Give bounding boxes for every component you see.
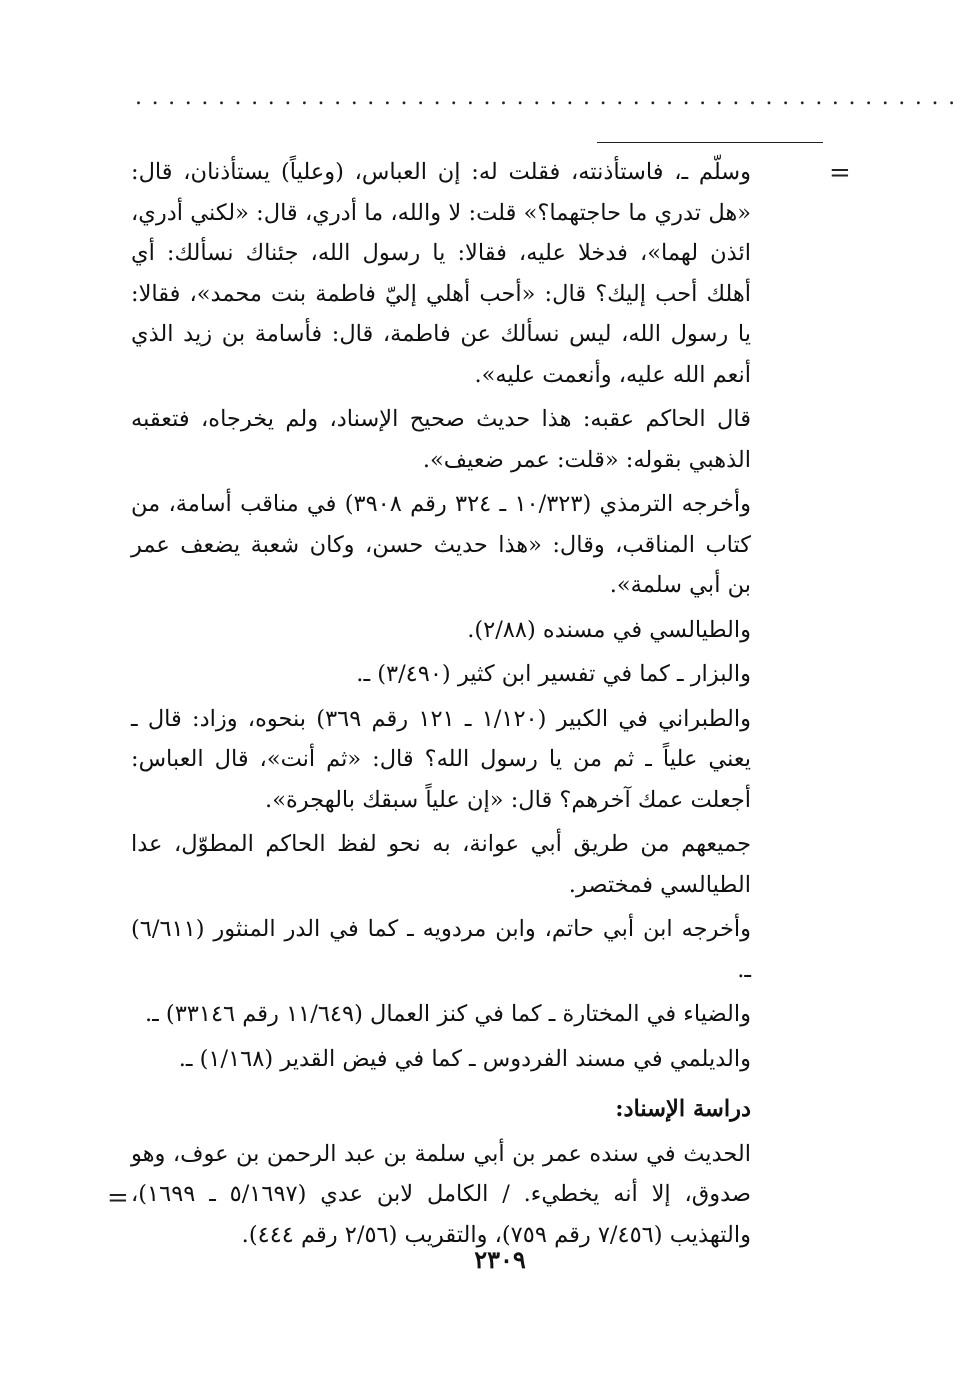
paragraph-daylami: والديلمي في مسند الفردوس ـ كما في فيض القدير (١/١٦٨) ـ. — [178, 1045, 751, 1072]
paragraph-isnad-study: الحديث في سنده عمر بن أبي سلمة بن عبد الرحمن بن عوف، وهو صدوق، إلا أنه يخطيء. / الكامل لابن عدي (٥/١٦٩٧ ـ ١٦٩٩)، والتهذيب (٧/٤٥٦ رقم ٧٥٩)، والتقريب (٢/٥٦ رقم ٤٤٤). — [131, 1140, 751, 1248]
paragraph-all-via-abu-awana: جميعهم من طريق أبي عوانة، به نحو لفظ الحاكم المطوّل، عدا الطيالسي فمختصر. — [131, 831, 751, 898]
paragraph-bazzar: والبزار ـ كما في تفسير ابن كثير (٣/٤٩٠) ـ. — [356, 661, 751, 687]
footnote-rule — [597, 142, 823, 143]
paragraph-tayalisi: والطيالسي في مسنده (٢/٨٨). — [467, 616, 751, 643]
top-dotted-separator: .................................................. — [135, 85, 965, 110]
continuation-mark-top: = — [829, 158, 851, 188]
footnote-text — [131, 152, 751, 1255]
paragraph-tirmidhi: وأخرجه الترمذي (١٠/٣٢٣ ـ ٣٢٤ رقم ٣٩٠٨) في مناقب أسامة، من كتاب المناقب، وقال: «هذا حديث حسن، وكان شعبة يضعف عمر بن أبي سلمة». — [131, 491, 751, 598]
continuation-mark-bottom: = — [107, 1183, 129, 1213]
paragraph-tabarani: والطبراني في الكبير (١/١٢٠ ـ ١٢١ رقم ٣٦٩) بنحوه، وزاد: قال ـ يعني علياً ـ ثم من يا رسول الله؟ قال: «ثم أنت»، قال العباس: أجعلت عمك آخرهم؟ قال: «إن علياً سبقك بالهجرة». — [131, 705, 751, 813]
page-number: ٢٣٠٩ — [474, 1245, 526, 1274]
paragraph-diya: والضياء في المختارة ـ كما في كنز العمال (١١/٦٤٩ رقم ٣٣١٤٦) ـ. — [145, 1001, 751, 1027]
section-heading-isnad-study: دراسة الإسناد: — [615, 1096, 751, 1122]
paragraph-hakim-comment: قال الحاكم عقبه: هذا حديث صحيح الإسناد، ولم يخرجاه، فتعقبه الذهبي بقوله: «قلت: عمر ضعيف». — [131, 406, 751, 473]
paragraph-hadith-continuation: وسلّم ـ، فاستأذنته، فقلت له: إن العباس، (وعلياً) يستأذنان، قال: «هل تدري ما حاجتهما؟» قلت: لا والله، ما أدري، قال: «لكني أدري، ائذن لهما»، فدخلا عليه، فقالا: يا رسول الله، جئناك نسألك: أي أهلك أحب إليك؟ قال: «أحب أهلي إليّ فاطمة بنت محمد»، فقالا: يا رسول الله، ليس نسألك عن فاطمة، قال: فأسامة بن زيد الذي أنعم الله عليه، وأنعمت عليه». — [131, 159, 751, 388]
paragraph-ibn-abi-hatim: وأخرجه ابن أبي حاتم، وابن مردويه ـ كما في الدر المنثور (٦/٦١١) ـ. — [131, 916, 751, 983]
